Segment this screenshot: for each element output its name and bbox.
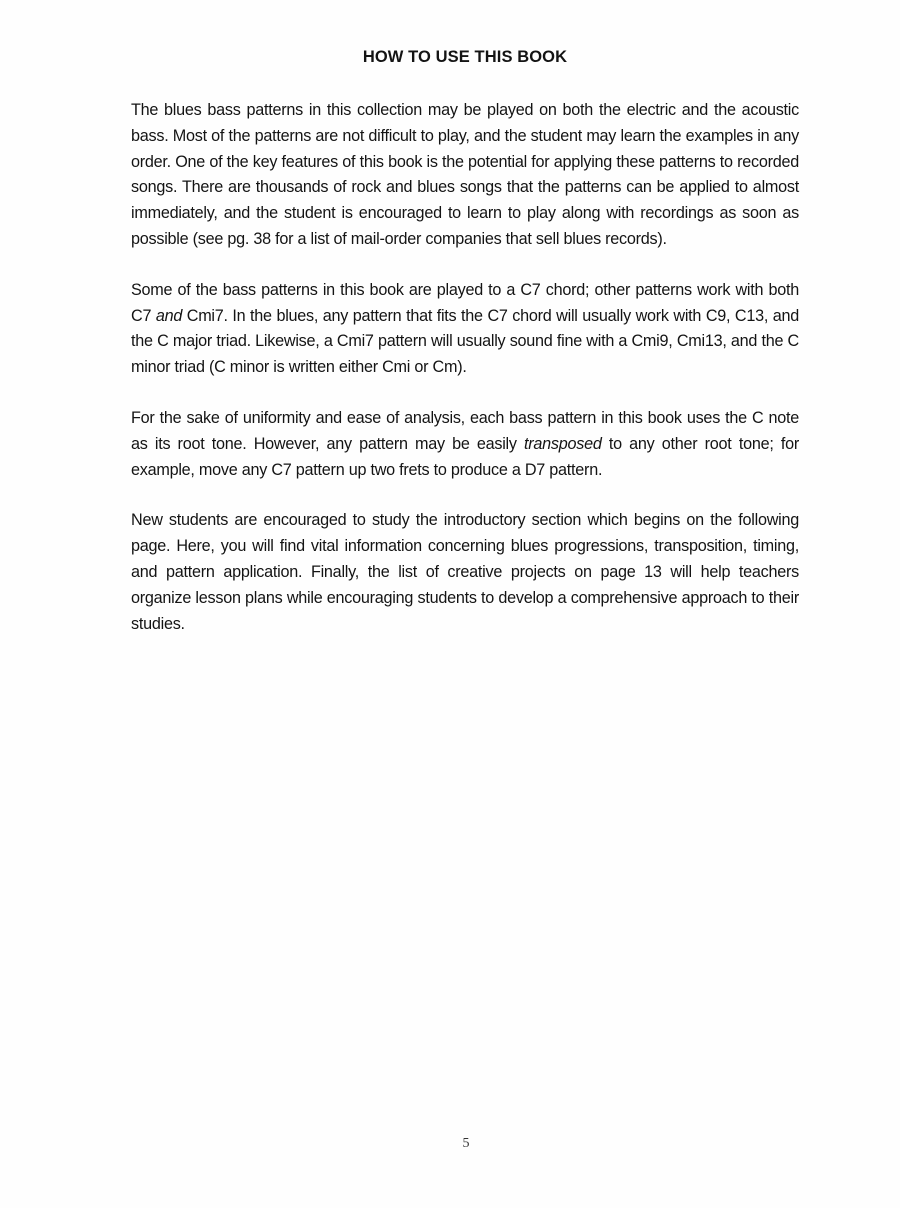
- page-number: 5: [462, 1136, 470, 1151]
- emphasis-text: transposed: [524, 434, 602, 453]
- paragraph-text: Some of the bass patterns in this book are played to a C7 chord; other patterns work with both C7: [131, 280, 799, 325]
- body-text: [131, 98, 799, 662]
- paragraph-text: Cmi7. In the blues, any pattern that fits the C7 chord will usually work with C9, C13, and the C major triad. Likewise, a Cmi7 pattern will usually sound fine with a Cmi9, Cmi13, and the C minor triad (C minor is written either Cmi or Cm).: [131, 306, 799, 377]
- paragraph-text: For the sake of uniformity and ease of analysis, each bass pattern in this book uses the C note as its root tone. However, any pattern may be easily: [131, 408, 799, 453]
- paragraph-text: New students are encouraged to study the introductory section which begins on the following page. Here, you will find vital information concerning blues progressions, transposition, timing, and pattern application. Finally, the list of creative projects on page 13 will help teachers organize lesson plans while encouraging students to develop a comprehensive approach to their studies.: [131, 511, 799, 633]
- paragraph-intro: [131, 98, 799, 253]
- paragraph-transposition: [131, 406, 799, 483]
- emphasis-text: and: [155, 306, 183, 325]
- paragraph-new-students: [131, 508, 799, 637]
- paragraph-chords: [131, 278, 799, 381]
- page-title: HOW TO USE THIS BOOK: [362, 48, 568, 66]
- paragraph-text: The blues bass patterns in this collection may be played on both the electric and the acoustic bass. Most of the patterns are not difficult to play, and the student may learn the examples in any order. One of the key features of this book is the potential for applying these patterns to recorded songs. There are thousands of rock and blues songs that the patterns can be applied to almost immediately, and the student is encouraged to learn to play along with recordings as soon as possible (see pg. 38 for a list of mail-order companies that sell blues records).: [131, 101, 799, 248]
- paragraph-text: to any other root tone; for example, move any C7 pattern up two frets to produce a D7 pattern.: [131, 434, 799, 479]
